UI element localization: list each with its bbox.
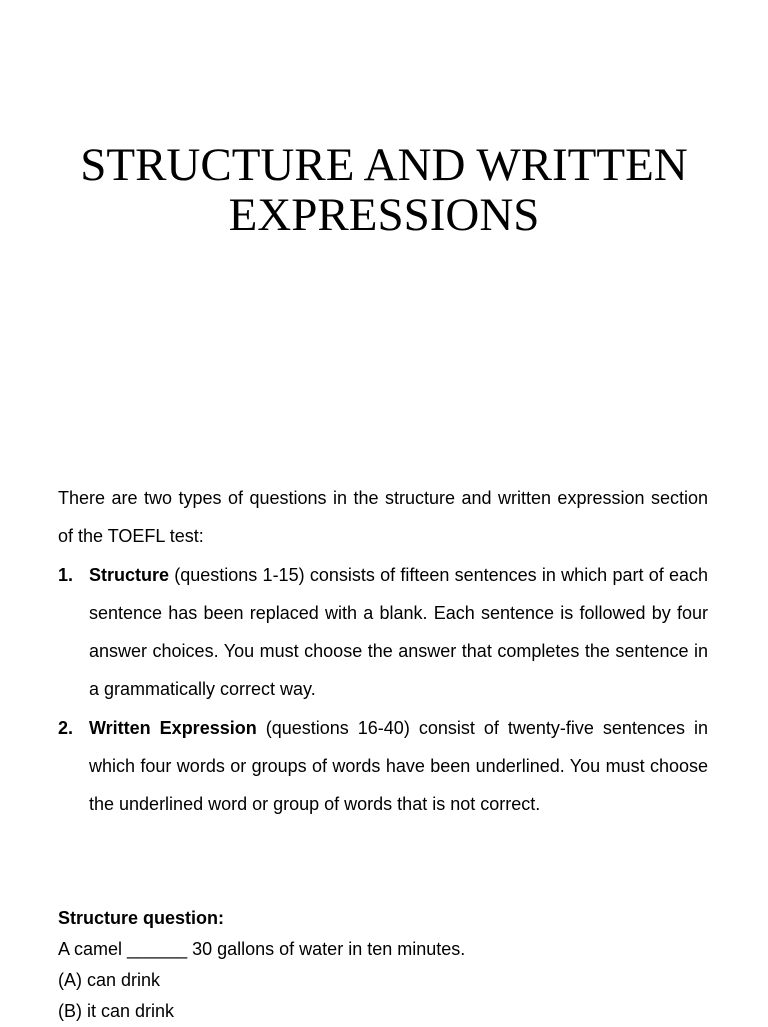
list-text: (questions 16-40) consist of twenty-five sentences in which four words or groups of words have been underlined. You must choose the underlined word or group of words that is not correct.: [89, 717, 708, 815]
list-item-structure: [58, 556, 708, 709]
question-sentence: A camel ______ 30 gallons of water in ten minutes.: [58, 939, 466, 959]
body-text: [58, 479, 708, 824]
answer-option-b: (B) it can drink: [58, 1001, 175, 1021]
title-line-2: EXPRESSIONS: [228, 189, 540, 241]
page-title: [40, 140, 728, 240]
list-item-written-expression: [58, 709, 708, 824]
structure-question-section: [58, 903, 708, 1027]
question-types-list: [58, 556, 708, 824]
intro-paragraph: There are two types of questions in the structure and written expression section of the TOEFL test:: [58, 488, 708, 547]
list-term: Written Expression: [89, 717, 257, 738]
list-number: 2.: [58, 717, 74, 738]
list-number: 1.: [58, 564, 74, 585]
title-line-1: STRUCTURE AND WRITTEN: [80, 139, 688, 191]
answer-option-a: (A) can drink: [58, 970, 161, 990]
structure-question-heading: Structure question:: [58, 908, 225, 928]
list-text: (questions 1-15) consists of fifteen sentences in which part of each sentence has been replaced with a blank. Each sentence is followed by four answer choices. You must choose the answer that completes the sentence in a grammatically correct way.: [89, 564, 708, 700]
list-term: Structure: [89, 564, 170, 585]
